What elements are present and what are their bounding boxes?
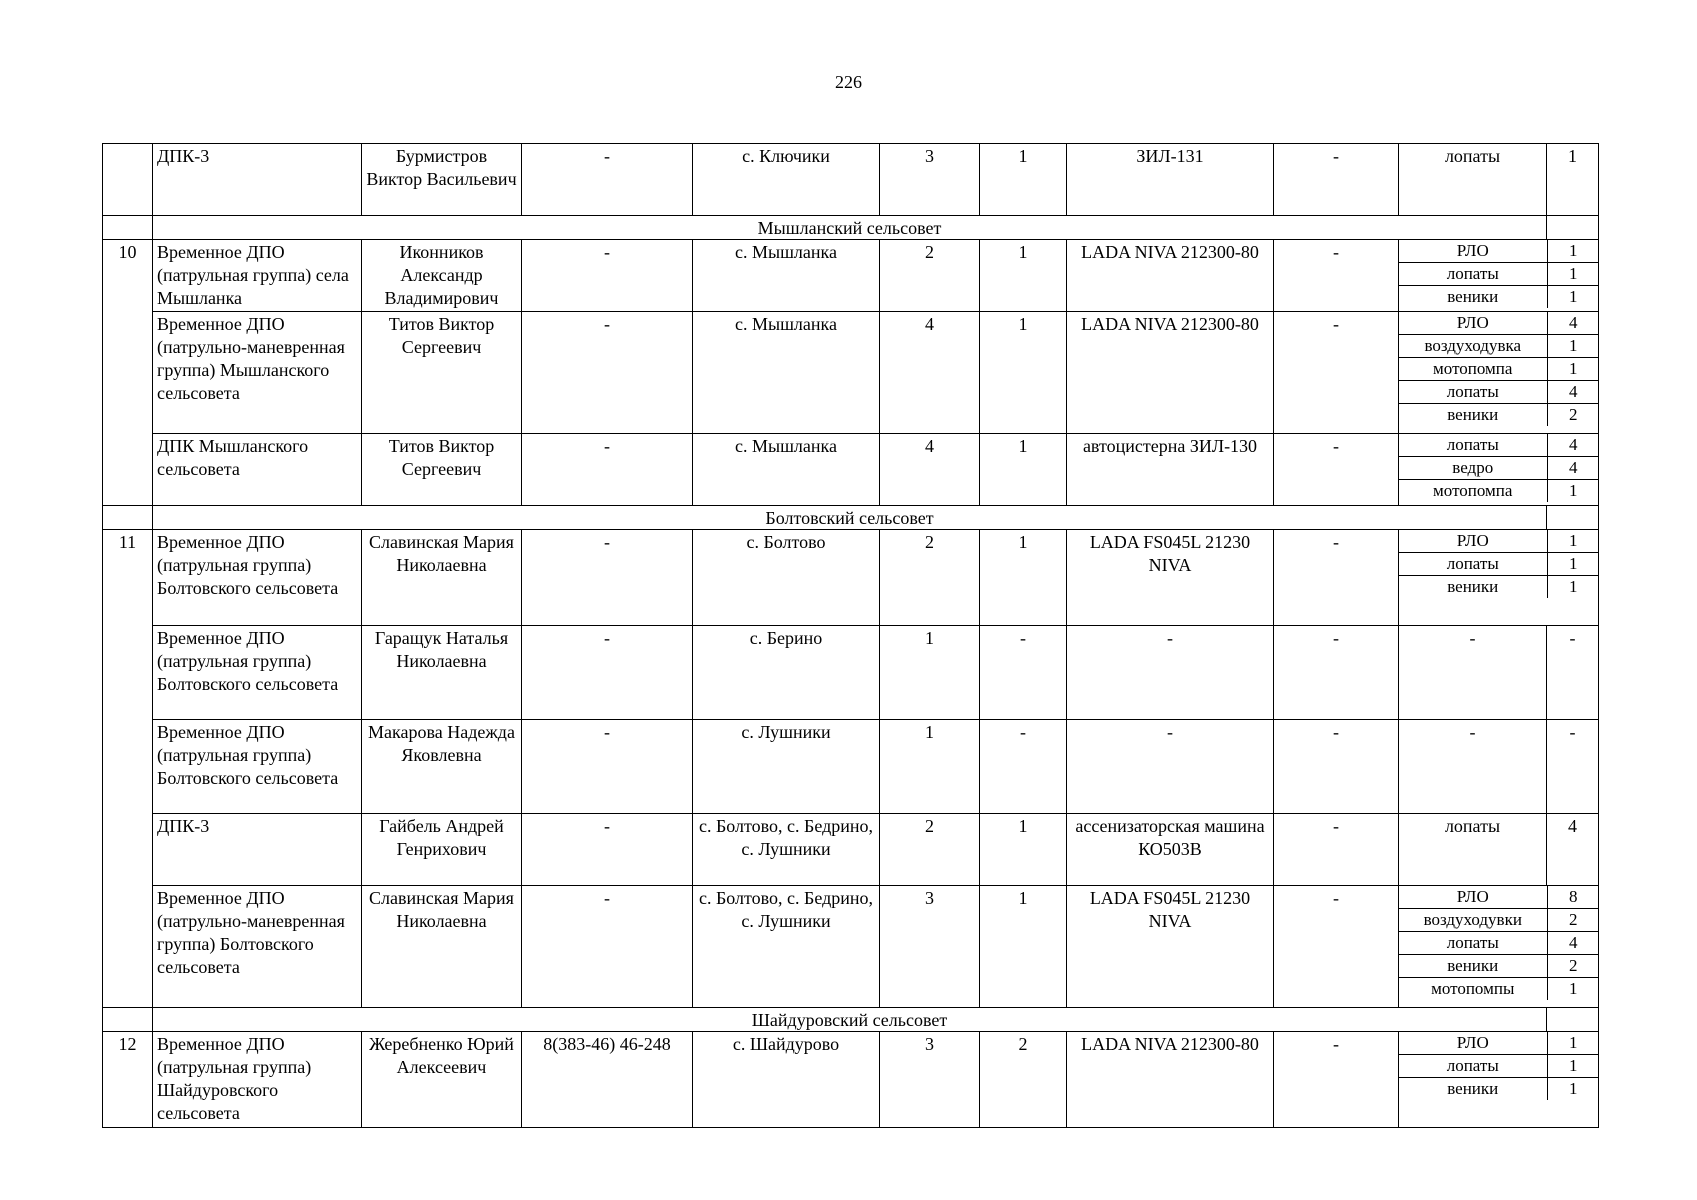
responsible-person: Титов Виктор Сергеевич	[362, 434, 522, 506]
equipment-qty: 1	[1547, 286, 1599, 309]
equipment-item	[1399, 457, 1599, 480]
unit-name: Временное ДПО (патрульная группа) села Мышланка	[153, 240, 362, 312]
responsible-person: Бурмистров Виктор Васильевич	[362, 144, 522, 216]
equipment-qty: -	[1547, 626, 1599, 720]
equipment-qty: 1	[1547, 240, 1599, 263]
equipment-item	[1399, 886, 1599, 909]
location: с. Берино	[693, 626, 880, 720]
equipment-item	[1399, 335, 1599, 358]
other-equipment: -	[1274, 814, 1399, 886]
phone: -	[522, 240, 693, 312]
table-row	[103, 814, 1599, 886]
other-equipment: -	[1274, 530, 1399, 626]
table-row	[103, 530, 1599, 626]
equipment-item	[1399, 909, 1599, 932]
responsible-person: Славинская Мария Николаевна	[362, 530, 522, 626]
equipment-name: лопаты	[1399, 814, 1547, 886]
responsible-person: Славинская Мария Николаевна	[362, 886, 522, 1008]
shift-count: 1	[980, 434, 1067, 506]
equipment-qty: 1	[1547, 480, 1599, 503]
equipment-table	[1399, 240, 1599, 308]
section-row	[103, 216, 1599, 240]
equipment-item	[1399, 1078, 1599, 1101]
location: с. Мышланка	[693, 240, 880, 312]
equipment-qty: 2	[1547, 909, 1599, 932]
equipment-name: лопаты	[1399, 553, 1547, 576]
equipment-qty: 1	[1547, 530, 1599, 553]
equipment-name: воздуходувка	[1399, 335, 1547, 358]
equipment-qty: 4	[1547, 381, 1599, 404]
location: с. Мышланка	[693, 434, 880, 506]
phone: -	[522, 312, 693, 434]
section-end-cell	[1547, 1008, 1599, 1032]
table-row	[103, 720, 1599, 814]
vehicle: LADA NIVA 212300-80	[1067, 312, 1274, 434]
equipment-name: -	[1399, 626, 1547, 720]
personnel-count: 3	[880, 144, 980, 216]
row-number: 11	[103, 530, 153, 1008]
other-equipment: -	[1274, 144, 1399, 216]
unit-name: Временное ДПО (патрульно-маневренная группа) Болтовского сельсовета	[153, 886, 362, 1008]
shift-count: -	[980, 626, 1067, 720]
equipment-name: -	[1399, 720, 1547, 814]
equipment-table	[1399, 312, 1599, 426]
equipment-qty: 4	[1547, 434, 1599, 457]
unit-name: Временное ДПО (патрульная группа) Болтовского сельсовета	[153, 720, 362, 814]
location: с. Шайдурово	[693, 1032, 880, 1128]
vehicle: ЗИЛ-131	[1067, 144, 1274, 216]
personnel-count: 1	[880, 626, 980, 720]
unit-name: Временное ДПО (патрульная группа) Шайдуровского сельсовета	[153, 1032, 362, 1128]
responsible-person: Титов Виктор Сергеевич	[362, 312, 522, 434]
page-number: 226	[835, 72, 862, 92]
equipment-item	[1399, 240, 1599, 263]
equipment-name: мотопомпа	[1399, 358, 1547, 381]
personnel-count: 4	[880, 434, 980, 506]
vehicle: -	[1067, 720, 1274, 814]
phone: -	[522, 530, 693, 626]
equipment-item	[1399, 312, 1599, 335]
equipment-name: лопаты	[1399, 144, 1547, 216]
equipment-item	[1399, 978, 1599, 1001]
vehicle: ассенизаторская машина КО503В	[1067, 814, 1274, 886]
equipment-qty: 4	[1547, 932, 1599, 955]
location: с. Лушники	[693, 720, 880, 814]
table-row	[103, 240, 1599, 312]
equipment-name: веники	[1447, 1079, 1499, 1098]
shift-count: 1	[980, 814, 1067, 886]
section-title: Болтовский сельсовет	[153, 506, 1547, 530]
section-row	[103, 506, 1599, 530]
unit-name: Временное ДПО (патрульная группа) Болтовского сельсовета	[153, 530, 362, 626]
other-equipment: -	[1274, 312, 1399, 434]
equipment-item	[1399, 530, 1599, 553]
location: с. Болтово	[693, 530, 880, 626]
phone: -	[522, 886, 693, 1008]
equipment-name: лопаты	[1399, 434, 1547, 457]
equipment-list	[1399, 312, 1599, 434]
personnel-count: 3	[880, 886, 980, 1008]
vehicle: LADA NIVA 212300-80	[1067, 240, 1274, 312]
equipment-qty: 4	[1547, 312, 1599, 335]
table-row	[103, 312, 1599, 434]
personnel-count: 1	[880, 720, 980, 814]
responsible-person: Гайбель Андрей Генрихович	[362, 814, 522, 886]
equipment-name: ведро	[1399, 457, 1547, 480]
equipment-name: РЛО	[1399, 530, 1547, 553]
shift-count: 1	[980, 240, 1067, 312]
vehicle: LADA FS045L 21230 NIVA	[1067, 886, 1274, 1008]
phone: -	[522, 814, 693, 886]
equipment-name: мотопомпы	[1431, 979, 1515, 998]
equipment-item	[1399, 286, 1599, 309]
equipment-item	[1399, 480, 1599, 503]
equipment-qty: 1	[1547, 553, 1599, 576]
shift-count: 1	[980, 886, 1067, 1008]
unit-name: ДПК-3	[153, 144, 362, 216]
section-end-cell	[1547, 216, 1599, 240]
equipment-qty: 1	[1547, 263, 1599, 286]
equipment-name: лопаты	[1399, 932, 1547, 955]
equipment-item	[1399, 358, 1599, 381]
vehicle: автоцистерна ЗИЛ-130	[1067, 434, 1274, 506]
equipment-item	[1399, 263, 1599, 286]
table-row	[103, 886, 1599, 1008]
vehicle: -	[1067, 626, 1274, 720]
other-equipment: -	[1274, 720, 1399, 814]
equipment-table	[1399, 1032, 1599, 1100]
equipment-name: веники	[1447, 287, 1499, 306]
equipment-qty: 4	[1547, 814, 1599, 886]
phone: -	[522, 144, 693, 216]
table-row	[103, 1032, 1599, 1128]
equipment-item	[1399, 1055, 1599, 1078]
equipment-name: РЛО	[1399, 312, 1547, 335]
table-row	[103, 144, 1599, 216]
unit-name: Временное ДПО (патрульно-маневренная группа) Мышланского сельсовета	[153, 312, 362, 434]
equipment-list	[1399, 434, 1599, 506]
equipment-name: веники	[1447, 577, 1499, 596]
equipment-qty: 1	[1547, 978, 1599, 1001]
units-table	[102, 143, 1599, 1128]
equipment-table	[1399, 530, 1599, 598]
units-table-body	[103, 144, 1599, 1128]
equipment-table	[1399, 434, 1599, 502]
equipment-name: РЛО	[1399, 1032, 1547, 1055]
responsible-person: Жеребненко Юрий Алексеевич	[362, 1032, 522, 1128]
phone: 8(383-46) 46-248	[522, 1032, 693, 1128]
shift-count: 1	[980, 312, 1067, 434]
equipment-qty: 1	[1547, 1032, 1599, 1055]
equipment-qty: 4	[1547, 457, 1599, 480]
equipment-qty: 1	[1547, 1078, 1599, 1101]
other-equipment: -	[1274, 886, 1399, 1008]
equipment-list	[1399, 530, 1599, 626]
equipment-name: РЛО	[1399, 240, 1547, 263]
equipment-name: РЛО	[1399, 886, 1547, 909]
shift-count: 1	[980, 144, 1067, 216]
equipment-item	[1399, 932, 1599, 955]
equipment-qty: 2	[1547, 955, 1599, 978]
equipment-item	[1399, 381, 1599, 404]
phone: -	[522, 434, 693, 506]
equipment-qty: 1	[1547, 335, 1599, 358]
responsible-person: Макарова Надежда Яковлевна	[362, 720, 522, 814]
responsible-person: Гаращук Наталья Николаевна	[362, 626, 522, 720]
section-number-cell	[103, 1008, 153, 1032]
equipment-name: лопаты	[1399, 381, 1547, 404]
location: с. Ключики	[693, 144, 880, 216]
equipment-name: лопаты	[1399, 263, 1547, 286]
section-title: Мышланский сельсовет	[153, 216, 1547, 240]
vehicle: LADA NIVA 212300-80	[1067, 1032, 1274, 1128]
other-equipment: -	[1274, 1032, 1399, 1128]
equipment-qty: -	[1547, 720, 1599, 814]
equipment-name: веники	[1399, 955, 1547, 978]
equipment-name: веники	[1447, 405, 1499, 424]
table-row	[103, 626, 1599, 720]
section-title: Шайдуровский сельсовет	[153, 1008, 1547, 1032]
vehicle: LADA FS045L 21230 NIVA	[1067, 530, 1274, 626]
location: с. Болтово, с. Бедрино, с. Лушники	[693, 886, 880, 1008]
table-row	[103, 434, 1599, 506]
equipment-item	[1399, 553, 1599, 576]
other-equipment: -	[1274, 240, 1399, 312]
personnel-count: 3	[880, 1032, 980, 1128]
equipment-qty: 1	[1547, 358, 1599, 381]
personnel-count: 2	[880, 814, 980, 886]
unit-name: Временное ДПО (патрульная группа) Болтовского сельсовета	[153, 626, 362, 720]
equipment-item	[1399, 434, 1599, 457]
equipment-qty: 8	[1547, 886, 1599, 909]
phone: -	[522, 626, 693, 720]
equipment-item	[1399, 404, 1599, 427]
responsible-person: Иконников Александр Владимирович	[362, 240, 522, 312]
personnel-count: 4	[880, 312, 980, 434]
location: с. Болтово, с. Бедрино, с. Лушники	[693, 814, 880, 886]
equipment-qty: 1	[1547, 144, 1599, 216]
row-number: 12	[103, 1032, 153, 1128]
personnel-count: 2	[880, 530, 980, 626]
equipment-table	[1399, 886, 1599, 1000]
section-end-cell	[1547, 506, 1599, 530]
unit-name: ДПК-3	[153, 814, 362, 886]
phone: -	[522, 720, 693, 814]
other-equipment: -	[1274, 434, 1399, 506]
shift-count: -	[980, 720, 1067, 814]
equipment-item	[1399, 955, 1599, 978]
row-number	[103, 144, 153, 216]
section-number-cell	[103, 216, 153, 240]
equipment-item	[1399, 576, 1599, 599]
equipment-list	[1399, 240, 1599, 312]
section-number-cell	[103, 506, 153, 530]
shift-count: 2	[980, 1032, 1067, 1128]
equipment-list	[1399, 886, 1599, 1008]
location: с. Мышланка	[693, 312, 880, 434]
equipment-list	[1399, 1032, 1599, 1128]
equipment-name: мотопомпа	[1433, 481, 1513, 500]
equipment-item	[1399, 1032, 1599, 1055]
personnel-count: 2	[880, 240, 980, 312]
unit-name: ДПК Мышланского сельсовета	[153, 434, 362, 506]
equipment-qty: 2	[1547, 404, 1599, 427]
equipment-name: лопаты	[1399, 1055, 1547, 1078]
other-equipment: -	[1274, 626, 1399, 720]
equipment-name: воздуходувки	[1399, 909, 1547, 932]
section-row	[103, 1008, 1599, 1032]
equipment-qty: 1	[1547, 1055, 1599, 1078]
equipment-qty: 1	[1547, 576, 1599, 599]
shift-count: 1	[980, 530, 1067, 626]
row-number: 10	[103, 240, 153, 506]
